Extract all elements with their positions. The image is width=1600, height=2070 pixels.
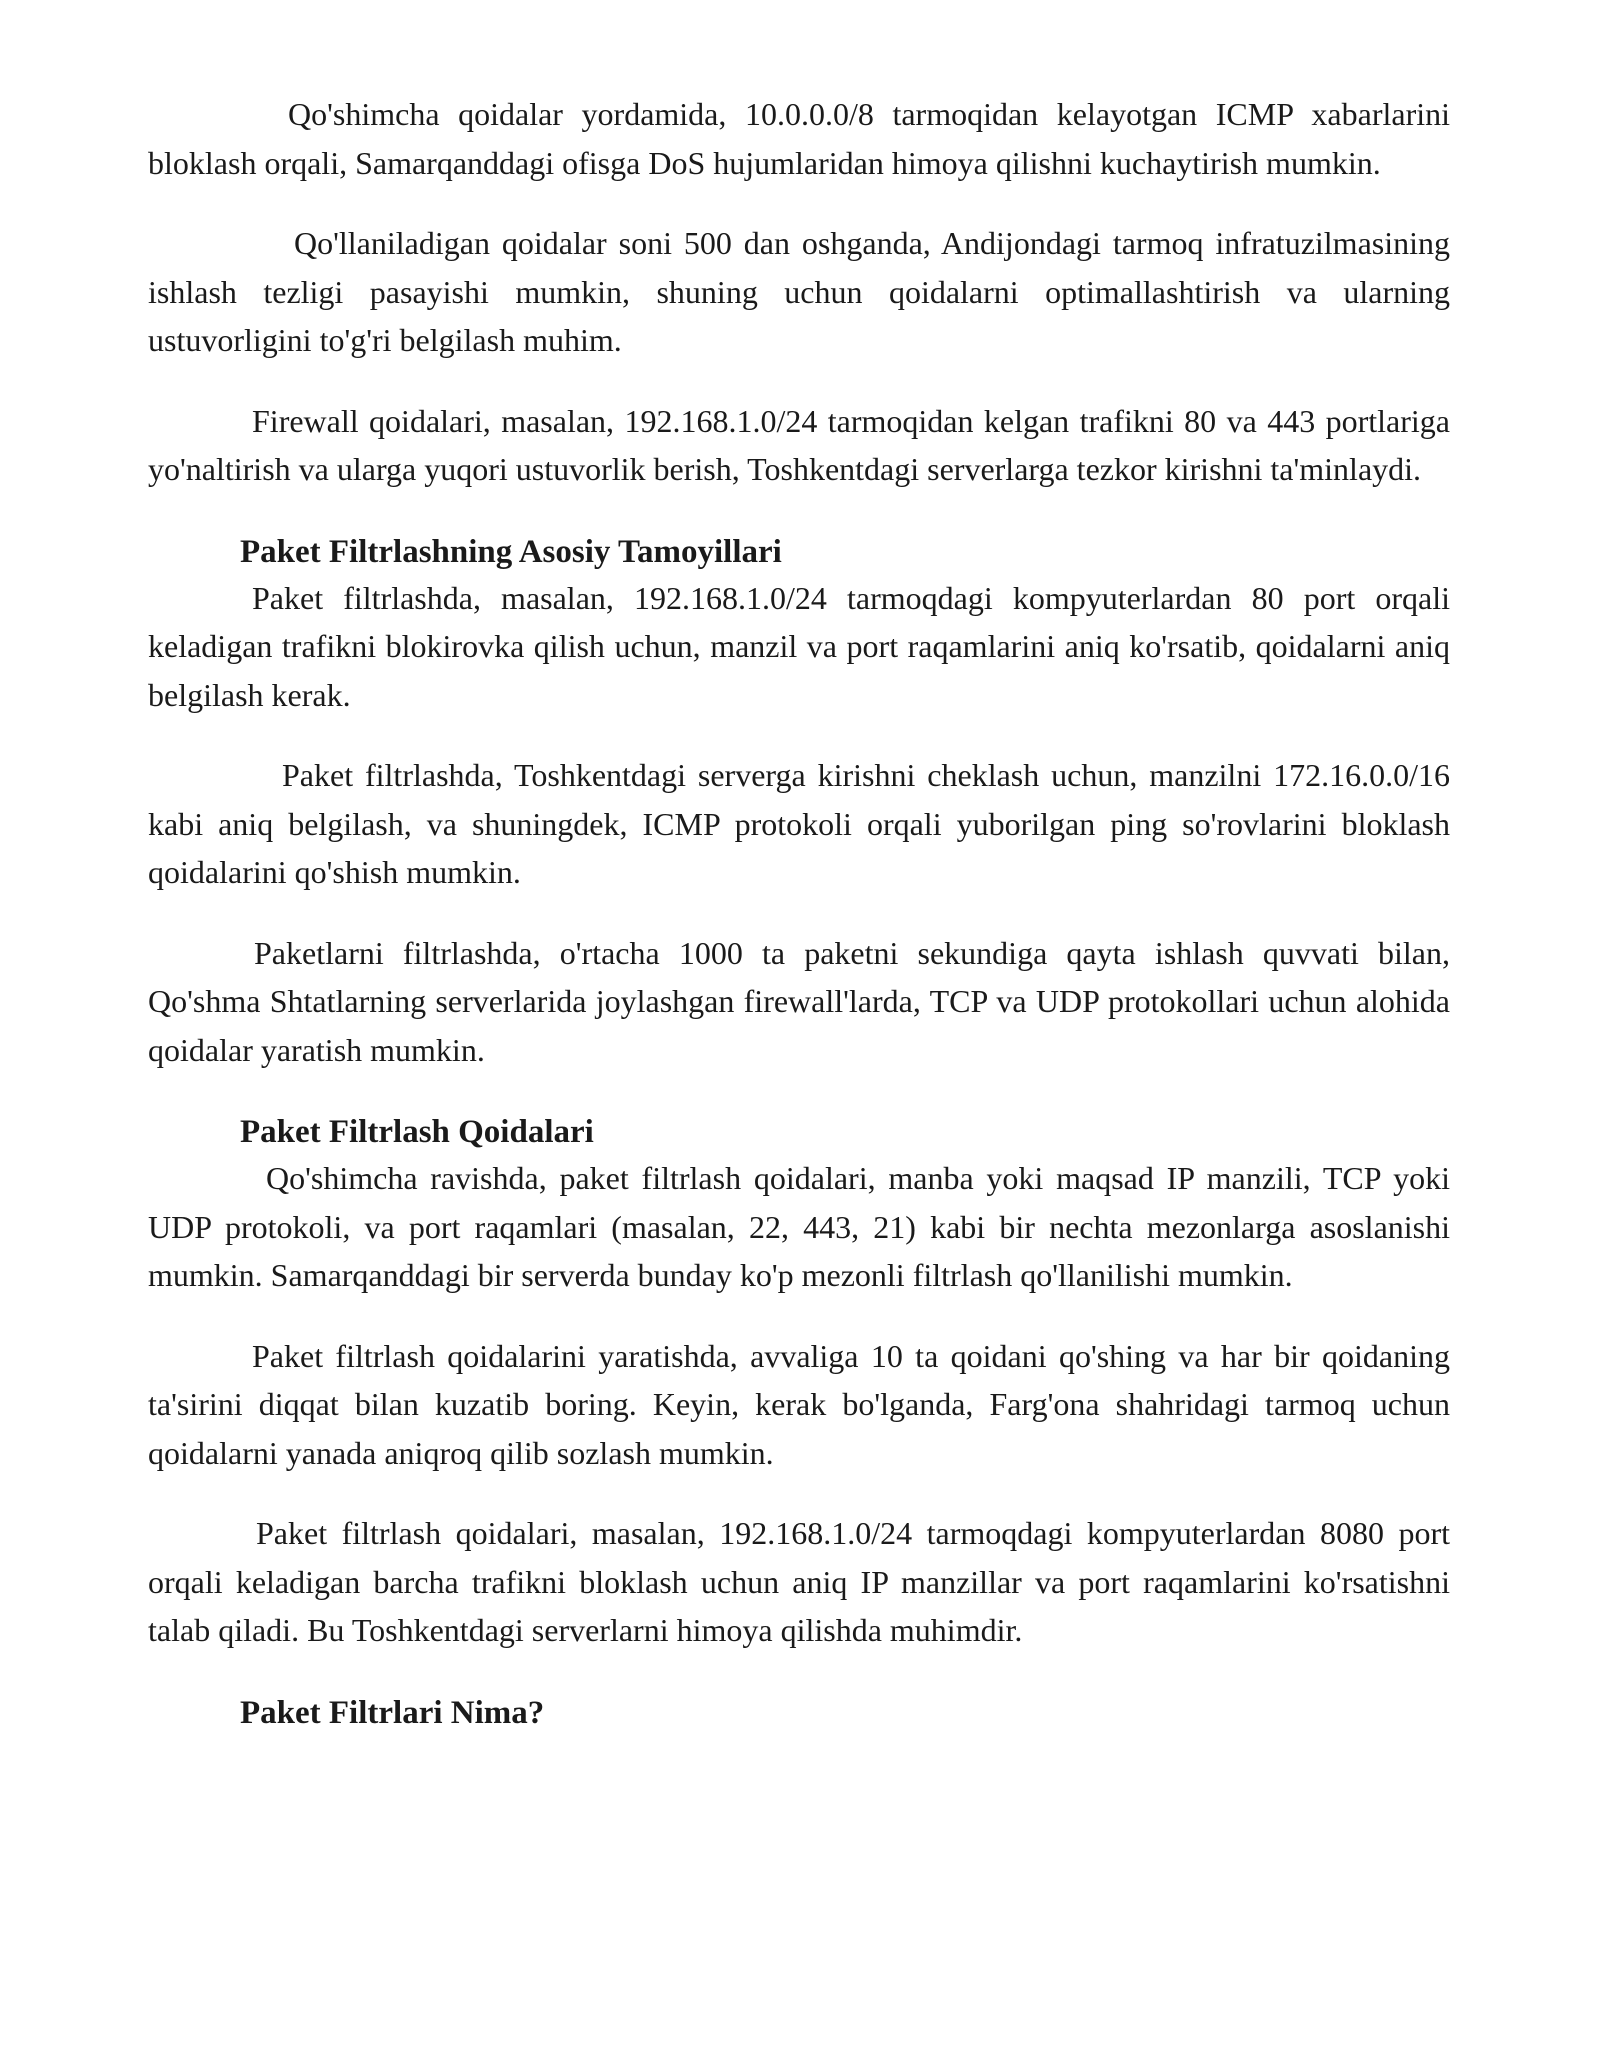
paragraph-rules-2: Paket filtrlash qoidalarini yaratishda, avvaliga 10 ta qoidani qo'shing va har bir qoidaning ta'sirini diqqat bilan kuzatib boring. Keyin, kerak bo'lganda, Farg'ona shahridagi tarmoq uchun qoidalarni yanada aniqroq qilib sozlash mumkin. bbox=[148, 1337, 1450, 1471]
paragraph-rule-count: Qo'llaniladigan qoidalar soni 500 dan oshganda, Andijondagi tarmoq infratuzilmasining ishlash tezligi pasayishi mumkin, shuning uchun qoidalarni optimallashtirish va ularning ustuvorligini to'g'ri belgilash muhim. bbox=[148, 225, 1450, 358]
paragraph-principles-2: Paket filtrlashda, Toshkentdagi serverga kirishni cheklash uchun, manzilni 172.16.0.0/16 kabi aniq belgilash, va shuningdek, ICMP protokoli orqali yuborilgan ping so'rovlarini bloklash qoidalarini qo'shish mumkin. bbox=[148, 757, 1450, 890]
paragraph-rules-3: Paket filtrlash qoidalari, masalan, 192.168.1.0/24 tarmoqdagi kompyuterlardan 8080 port orqali keladigan barcha trafikni bloklash uchun aniq IP manzillar va port raqamlarini ko'rsatishni talab qiladi. Bu Toshkentdagi serverlarni himoya qilishda muhimdir. bbox=[148, 1515, 1450, 1648]
section-heading-rules: Paket Filtrlash Qoidalari bbox=[240, 1114, 594, 1150]
paragraph-rules-1: Qo'shimcha ravishda, paket filtrlash qoidalari, manba yoki maqsad IP manzili, TCP yoki UDP protokoli, va port raqamlari (masalan, 22, 443, 21) kabi bir nechta mezonlarga asoslanishi mumkin. Samarqanddagi bir serverda bunday ko'p mezonli filtrlash qo'llanilishi mumkin. bbox=[148, 1160, 1450, 1293]
document-page bbox=[148, 90, 1450, 1735]
paragraph-principles-3: Paketlarni filtrlashda, o'rtacha 1000 ta paketni sekundiga qayta ishlash quvvati bilan, Qo'shma Shtatlarning serverlarida joylashgan firewall'larda, TCP va UDP protokollari uchun alohida qoidalar yaratish mumkin. bbox=[148, 934, 1450, 1068]
paragraph-icmp-blocking: Qo'shimcha qoidalar yordamida, 10.0.0.0/8 tarmoqidan kelayotgan ICMP xabarlarini bloklash orqali, Samarqanddagi ofisga DoS hujumlaridan himoya qilishni kuchaytirish mumkin. bbox=[148, 96, 1450, 181]
paragraph-firewall-rules: Firewall qoidalari, masalan, 192.168.1.0/24 tarmoqidan kelgan trafikni 80 va 443 portlariga yo'naltirish va ularga yuqori ustuvorlik berish, Toshkentdagi serverlarga tezkor kirishni ta'minlaydi. bbox=[148, 402, 1450, 487]
section-heading-principles: Paket Filtrlashning Asosiy Tamoyillari bbox=[240, 533, 782, 570]
paragraph-principles-1: Paket filtrlashda, masalan, 192.168.1.0/24 tarmoqdagi kompyuterlardan 80 port orqali keladigan trafikni blokirovka qilish uchun, manzil va port raqamlarini aniq ko'rsatib, qoidalarni aniq belgilash kerak. bbox=[148, 579, 1450, 713]
section-heading-what-are-filters: Paket Filtrlari Nima? bbox=[240, 1694, 545, 1731]
